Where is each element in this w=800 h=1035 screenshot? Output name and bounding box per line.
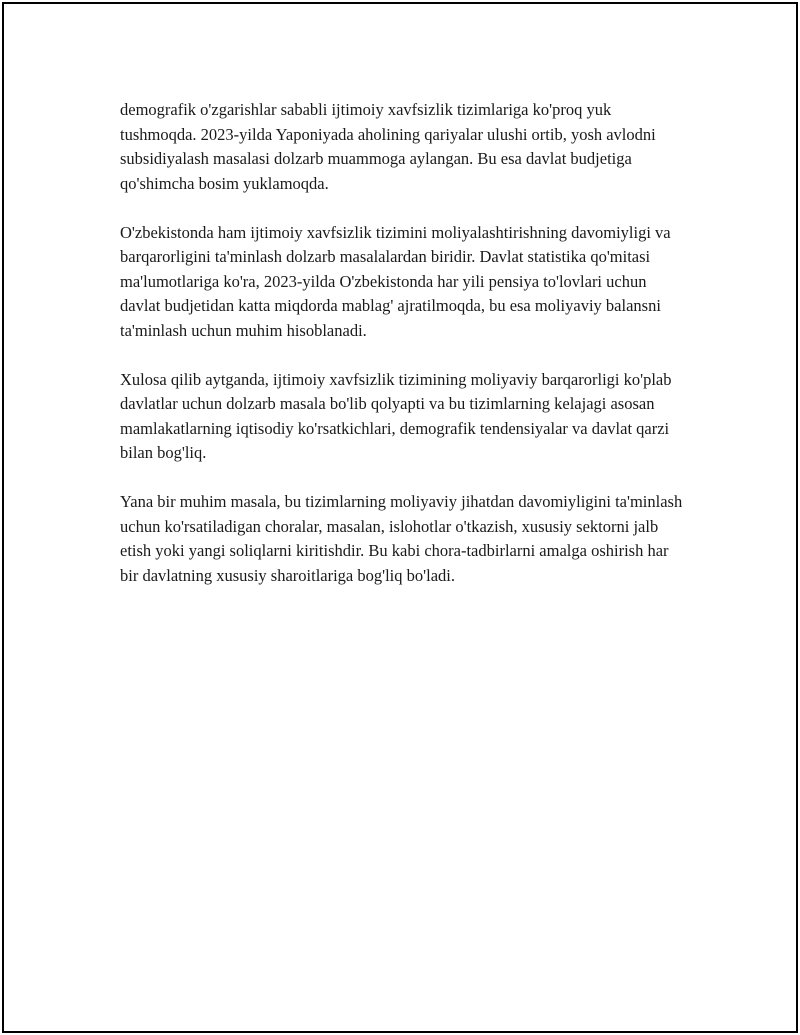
paragraph: O'zbekistonda ham ijtimoiy xavfsizlik tizimini moliyalashtirishning davomiyligi va barqarorligini ta'minlash dolzarb masalalardan biridir. Davlat statistika qo'mitasi ma'lumotlariga ko'ra, 2023-yilda O'zbekistonda har yili pensiya to'lovlari uchun davlat budjetidan katta miqdorda mablag' ajratilmoqda, bu esa moliyaviy balansni ta'minlash uchun muhim hisoblanadi.	[120, 222, 671, 340]
document-body	[120, 98, 690, 613]
paragraph: Yana bir muhim masala, bu tizimlarning moliyaviy jihatdan davomiyligini ta'minlash uchun ko'rsatiladigan choralar, masalan, islohotlar o'tkazish, xususiy sektorni jalb etish yoki yangi soliqlarni kiritishdir. Bu kabi chora-tadbirlarni amalga oshirish har bir davlatning xususiy sharoitlariga bog'liq bo'ladi.	[120, 492, 683, 585]
paragraph: Xulosa qilib aytganda, ijtimoiy xavfsizlik tizimining moliyaviy barqarorligi ko'plab davlatlar uchun dolzarb masala bo'lib qolyapti va bu tizimlarning kelajagi asosan mamlakatlarning iqtisodiy ko'rsatkichlari, demografik tendensiyalar va davlat qarzi bilan bog'liq.	[120, 369, 672, 462]
document-page	[2, 2, 798, 1033]
paragraph: demografik o'zgarishlar sababli ijtimoiy xavfsizlik tizimlariga ko'proq yuk tushmoqda. 2023-yilda Yaponiyada aholining qariyalar ulushi ortib, yosh avlodni subsidiyalash masalasi dolzarb muammoga aylangan. Bu esa davlat budjetiga qo'shimcha bosim yuklamoqda.	[120, 100, 656, 193]
